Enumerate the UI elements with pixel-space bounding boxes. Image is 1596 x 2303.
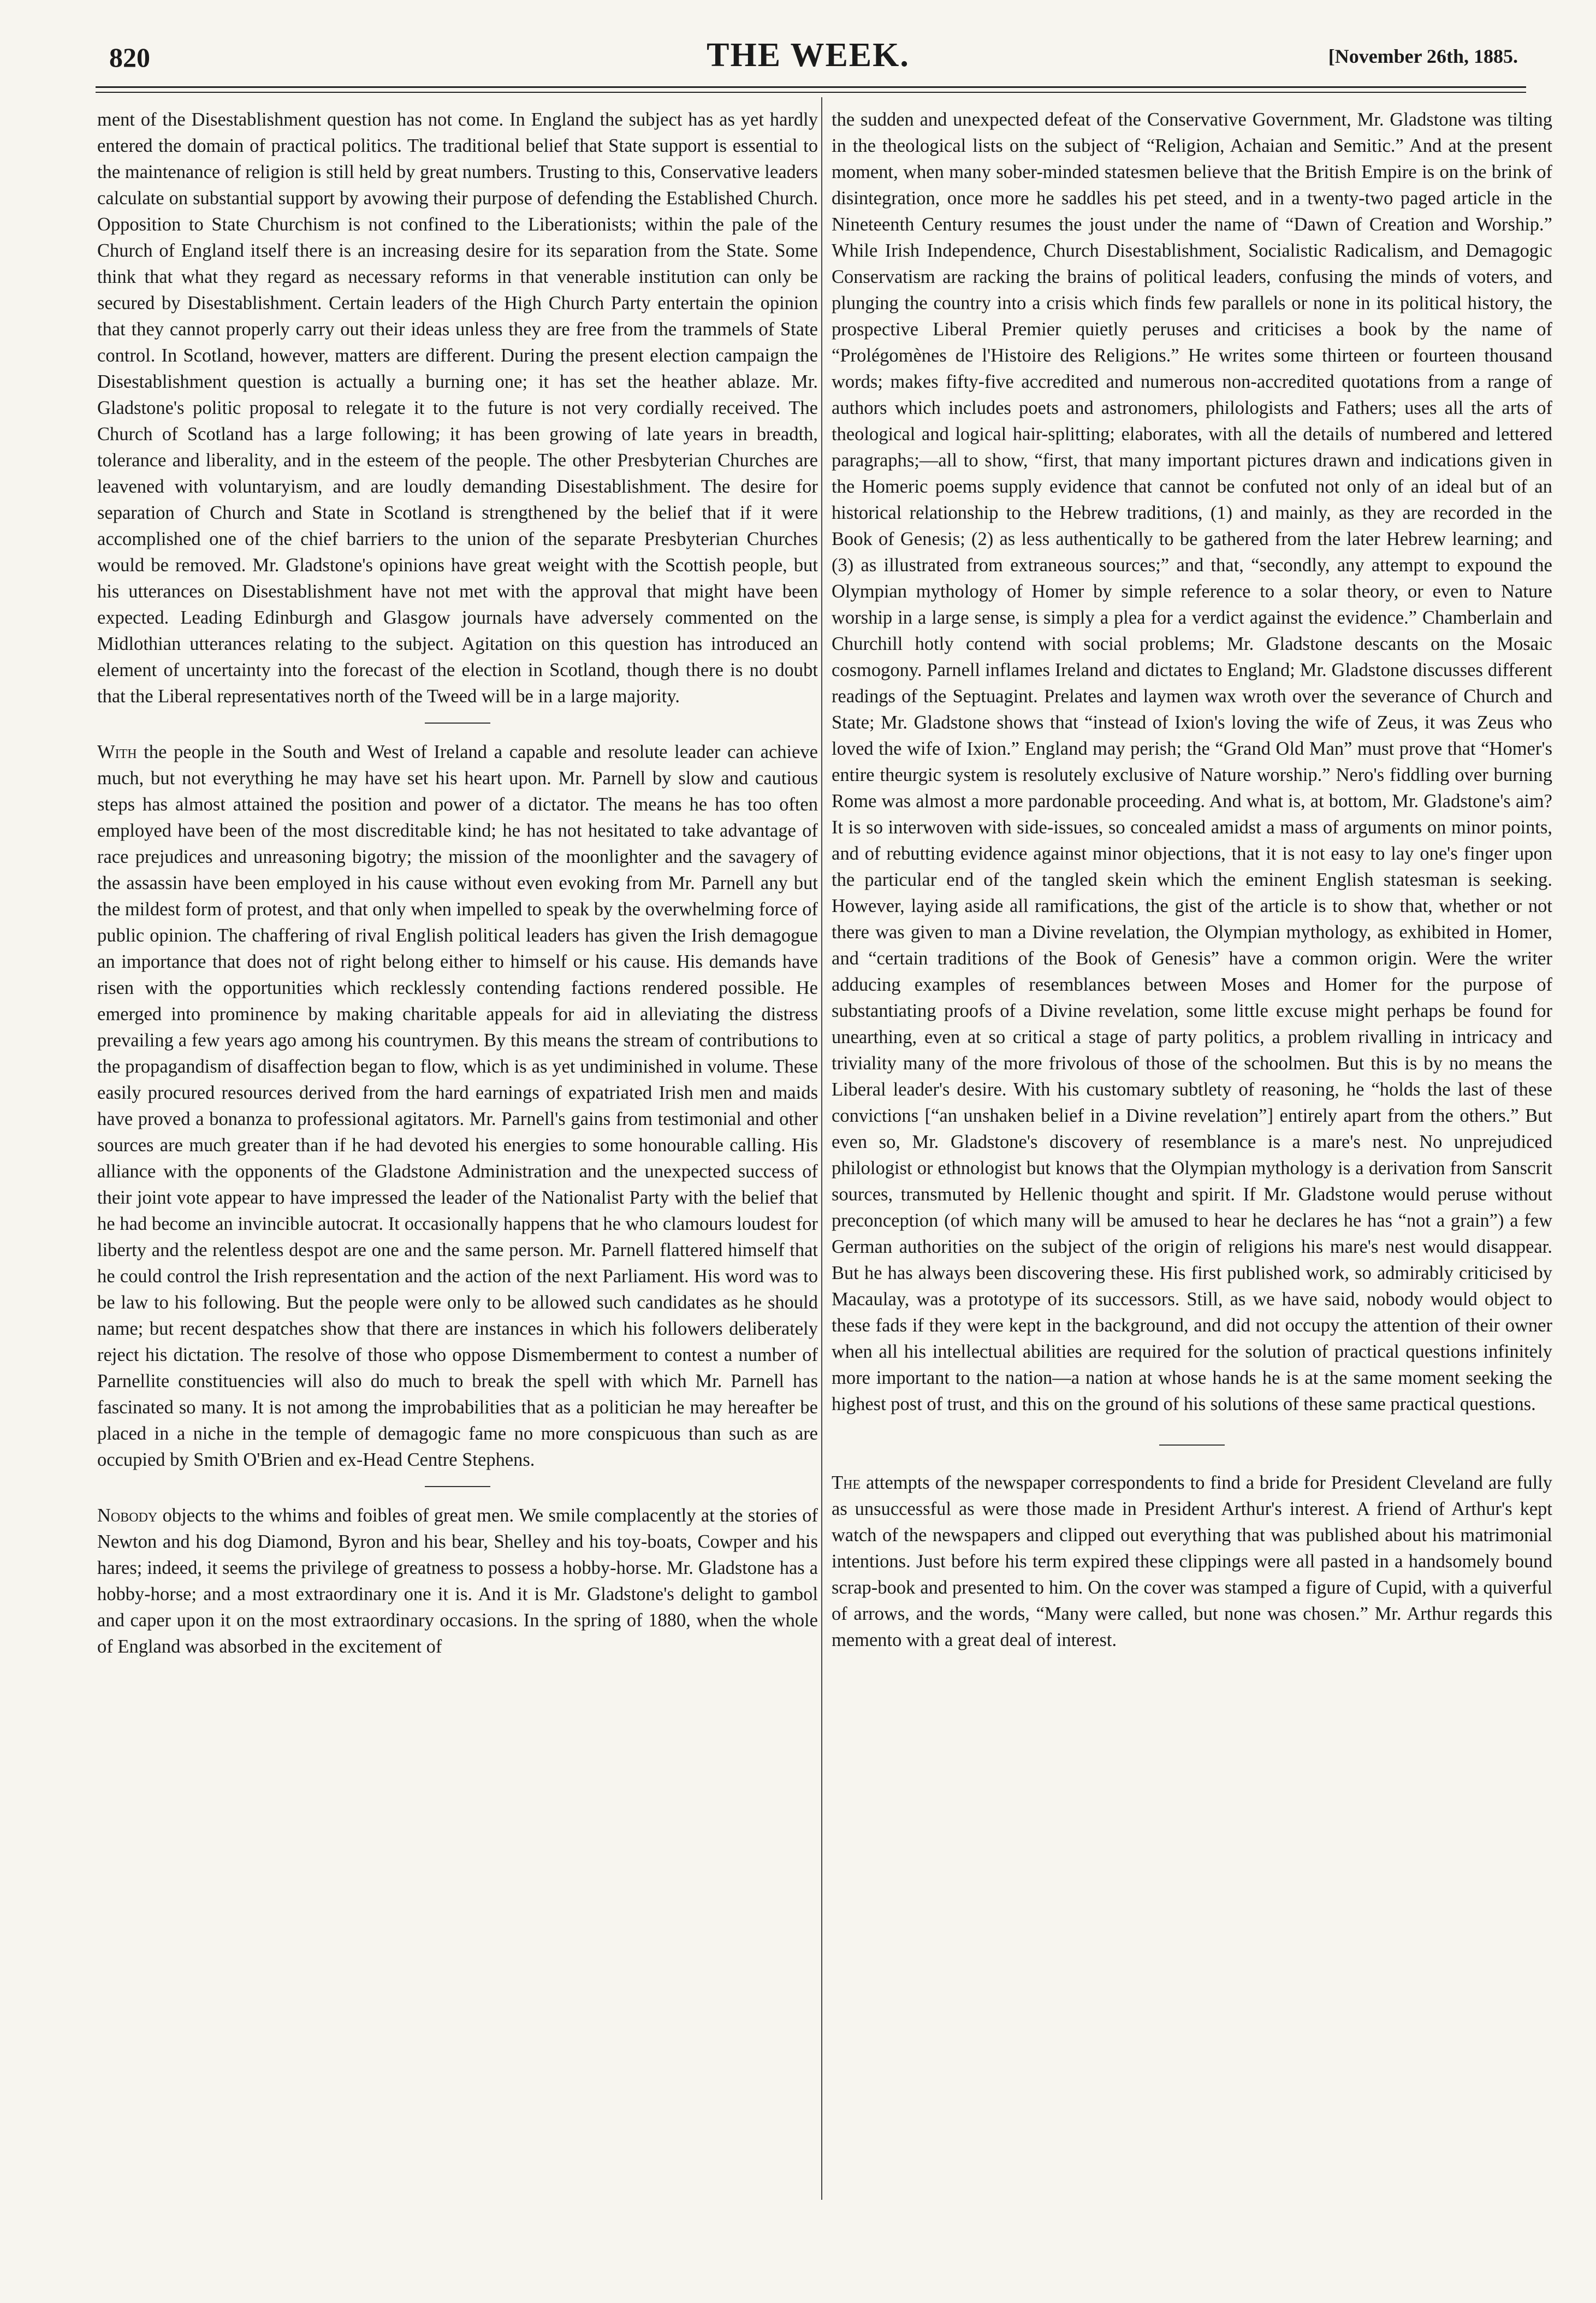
- article-parnell-paragraph: [97, 739, 818, 1473]
- article-gladstone-continuation: the sudden and unexpected defeat of the Conservative Government, Mr. Gladstone was tilting in the theological lists on the subject of “Religion, Achaian and Semitic.” And at the present moment, when many sober-minded statesmen believe that the British Empire is on the brink of disintegration, once more he saddles his pet steed, and in a twenty-two paged article in the Nineteenth Century resumes the joust under the name of “Dawn of Creation and Worship.” While Irish Independence, Church Disestablishment, Socialistic Radicalism, and Demagogic Conservatism are racking the brains of political leaders, confusing the minds of voters, and plunging the country into a crisis which finds few parallels or none in its political history, the prospective Liberal Premier quietly peruses and criticises a book by the name of “Prolégomènes de l'Histoire des Religions.” He writes some thirteen or fourteen thousand words; makes fifty-five accredited and numerous non-accredited quotations from a range of authors which includes poets and astronomers, philologists and Fathers; uses all the arts of theological and logical hair-splitting; elaborates, with all the details of numbered and lettered paragraphs;—all to show, “first, that many important pictures drawn and indications given in the Homeric poems supply evidence that cannot be confuted not only of an ideal but of an historical relationship to the Hebrew traditions, (1) and mainly, as they are recorded in the Book of Genesis; (2) as less authentically to be gathered from the later Hebrew learning; and (3) as illustrated from extraneous sources;” and that, “secondly, any attempt to expound the Olympian mythology of Homer by simple reference to a solar theory, or even to Nature worship in a large sense, is simply a plea for a verdict against the evidence.” Chamberlain and Churchill hotly contend with social problems; Mr. Gladstone descants on the Mosaic cosmogony. Parnell inflames Ireland and dictates to England; Mr. Gladstone discusses different readings of the Septuagint. Prelates and laymen wax wroth over the severance of Church and State; Mr. Gladstone shows that “instead of Ixion's loving the wife of Zeus, it was Zeus who loved the wife of Ixion.” England may perish; the “Grand Old Man” must prove that “Homer's entire theurgic system is resolutely exclusive of Nature worship.” Nero's fiddling over burning Rome was almost a more pardonable proceeding. And what is, at bottom, Mr. Gladstone's aim? It is so interwoven with side-issues, so concealed amidst a mass of arguments on minor points, and of rebutting evidence against minor objections, that it is not easy to lay one's finger upon the particular end of the tangled skein which the eminent English statesman is seeking. However, laying aside all ramifications, the gist of the article is to show that, whether or not there was given to man a Divine revelation, the Olympian mythology, as exhibited in Homer, and “certain traditions of the Book of Genesis” have a common origin. Were the writer adducing examples of resemblances between Moses and Homer for the purpose of substantiating proofs of a Divine revelation, some little excuse might perhaps be found for unearthing, even at so critical a stage of party politics, a problem rivalling in intricacy and triviality many of the more frivolous of those of the schoolmen. But this is by no means the Liberal leader's desire. With his customary subtlety of reasoning, he “holds the last of these convictions [“an unshaken belief in a Divine revelation”] entirely apart from the others.” But even so, Mr. Gladstone's discovery of resemblance is a mare's nest. No unprejudiced philologist or ethnologist but knows that the Olympian mythology is a derivation from Sanscrit sources, transmuted by Hellenic thought and spirit. If Mr. Gladstone would peruse without preconception (of which many will be amused to hear he declares he has “not a grain”) a few German authorities on the subject of the origin of religions his mare's nest would disappear. But he has always been discovering these. His first published work, so admirably criticised by Macaulay, was a prototype of its successors. Still, as we have said, nobody would object to these fads if they were kept in the background, and did not occupy the attention of their owner when all his intellectual abilities are required for the solution of practical questions infinitely more important to the nation—a nation at whose hands he is at the same moment seeking the highest post of trust, and this on the ground of his solutions of these same practical questions.: [832, 109, 1552, 1414]
- article-parnell-text: the people in the South and West of Ireland a capable and resolute leader can achieve much, but not everything he may have set his heart upon. Mr. Parnell by slow and cautious steps has almost attained the position and power of a dictator. The means he has too often employed have been of the most discreditable kind; he has not hesitated to take advantage of race prejudices and unreasoning bigotry; the mission of the moonlighter and the savagery of the assassin have been employed in his cause without even evoking from Mr. Parnell any but the mildest form of protest, and that only when impelled to speak by the overwhelming force of public opinion. The chaffering of rival English political leaders has given the Irish demagogue an importance that does not of right belong either to himself or his cause. His demands have risen with the opportunities which recklessly contending factions rendered possible. He emerged into prominence by making charitable appeals for aid in alleviating the distress prevailing a few years ago among his countrymen. By this means the stream of contributions to the propagandism of disaffection began to flow, which is as yet undiminished in volume. These easily procured resources derived from the hard earnings of expatriated Irish men and maids have proved a bonanza to professional agitators. Mr. Parnell's gains from testimonial and other sources are much greater than if he had devoted his energies to some honourable calling. His alliance with the opponents of the Gladstone Administration and the unexpected success of their joint vote appear to have impressed the leader of the Nationalist Party with the belief that he had become an invincible autocrat. It occasionally happens that he who clamours loudest for liberty and the relentless despot are one and the same person. Mr. Parnell flattered himself that he could control the Irish representation and the action of the next Parliament. His word was to be law to his following. But the people were only to be allowed such candidates as he should name; but recent despatches show that there are instances in which his followers deliberately reject his dictation. The resolve of those who oppose Dismemberment to contest a number of Parnellite constituencies will also do much to break the spell with which Mr. Parnell has fascinated so many. It is not among the improbabilities that as a politician he may hereafter be placed in a niche in the temple of demagogic fame no more conspicuous than such as are occupied by Smith O'Brien and ex-Head Centre Stephens.: [97, 742, 818, 1470]
- masthead-title: THE WEEK.: [707, 37, 910, 74]
- drop-lead-word: With: [97, 742, 137, 762]
- drop-lead-word: The: [832, 1472, 861, 1493]
- right-column: [832, 106, 1552, 1653]
- left-column: [97, 106, 818, 1660]
- column-divider: [821, 97, 822, 2200]
- page-number: 820: [109, 42, 150, 73]
- drop-lead-word: Nobody: [97, 1505, 158, 1526]
- section-separator: [425, 723, 490, 724]
- article-hobby-horse-paragraph: [97, 1502, 818, 1660]
- article-cleveland-paragraph: [832, 1470, 1552, 1653]
- article-disestablishment-paragraph: ment of the Disestablishment question has not come. In England the subject has as yet hardly entered the domain of practical politics. The traditional belief that State support is essential to the maintenance of religion is still held by great numbers. Trusting to this, Conservative leaders calculate on substantial support by avowing their purpose of defending the Established Church. Opposition to State Churchism is not confined to the Liberationists; within the pale of the Church of England itself there is an increasing desire for its separation from the State. Some think that what they regard as necessary reforms in that venerable institution can only be secured by Disestablishment. Certain leaders of the High Church Party entertain the opinion that they cannot properly carry out their ideas unless they are free from the trammels of State control. In Scotland, however, matters are different. During the present election campaign the Disestablishment question is actually a burning one; it has set the heather ablaze. Mr. Gladstone's politic proposal to relegate it to the future is not very cordially received. The Church of Scotland has a large following; it has been growing of late years in breadth, tolerance and liberality, and in the esteem of the people. The other Presbyterian Churches are leavened with voluntaryism, and are loudly demanding Disestablishment. The desire for separation of Church and State in Scotland is strengthened by the belief that if it were accomplished one of the chief barriers to the union of the separate Presbyterian Churches would be removed. Mr. Gladstone's opinions have great weight with the Scottish people, but his utterances on Disestablishment have not met with the approval that might have been expected. Leading Edinburgh and Glasgow journals have adversely commented on the Midlothian utterances relating to the subject. Agitation on this question has introduced an element of uncertainty into the forecast of the election in Scotland, though there is no doubt that the Liberal representatives north of the Tweed will be in a large majority.: [97, 109, 818, 707]
- section-separator: [425, 1486, 490, 1487]
- article-hobby-horse-text: objects to the whims and foibles of great men. We smile complacently at the stories of Newton and his dog Diamond, Byron and his bear, Shelley and his toy-boats, Cowper and his hares; indeed, it seems the privilege of greatness to possess a hobby-horse. Mr. Gladstone has a hobby-horse; and a most extraordinary one it is. And it is Mr. Gladstone's delight to gambol and caper upon it on the most extraordinary occasions. In the spring of 1880, when the whole of England was absorbed in the excitement of: [97, 1505, 818, 1657]
- header-rule-thin: [96, 92, 1526, 93]
- article-cleveland-text: attempts of the newspaper correspondents to find a bride for President Cleveland are fully as unsuccessful as were those made in President Arthur's interest. A friend of Arthur's kept watch of the newspapers and clipped out everything that was published about his matrimonial intentions. Just before his term expired these clippings were all pasted in a handsomely bound scrap-book and presented to him. On the cover was stamped a figure of Cupid, with a quiverful of arrows, and the words, “Many were called, but none was chosen.” Mr. Arthur regards this memento with a great deal of interest.: [832, 1472, 1552, 1650]
- page-header: [93, 33, 1523, 82]
- issue-date: [November 26th, 1885.: [1328, 45, 1518, 67]
- section-separator: [1159, 1444, 1225, 1446]
- header-rule: [96, 86, 1526, 88]
